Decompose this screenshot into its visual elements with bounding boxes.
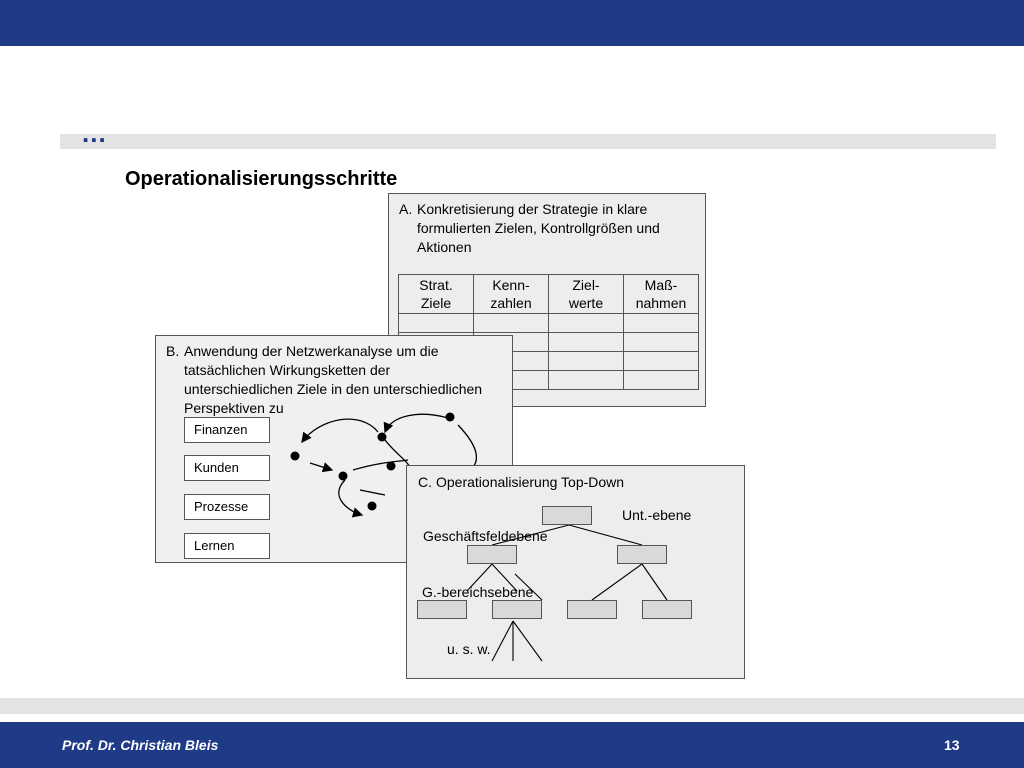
box-a-prefix: A. (399, 201, 413, 217)
box-c-description: Operationalisierung Top-Down (436, 474, 625, 490)
header-kennzahlen: Kenn- zahlen (474, 275, 549, 314)
strategy-table-header (399, 275, 699, 314)
level-box-geschaeftsfeld (467, 545, 517, 564)
footer-author: Prof. Dr. Christian Bleis (62, 737, 219, 753)
box-b-prefix: B. (166, 343, 180, 359)
title-ellipsis: ... (82, 118, 107, 148)
box-b-text (166, 342, 501, 418)
perspective-kunden: Kunden (184, 455, 270, 481)
level-box-geschaeftsfeld (617, 545, 667, 564)
box-a-description: Konkretisierung der Strategie in klare formulierten Zielen, Kontrollgrößen und Aktionen (417, 201, 660, 255)
level-box-bereich (642, 600, 692, 619)
box-c-top-down (406, 465, 745, 679)
header-strat-ziele: Strat. Ziele (399, 275, 474, 314)
header-rule (60, 134, 996, 149)
level-box-bereich (417, 600, 467, 619)
page-number: 13 (944, 737, 960, 753)
perspective-finanzen: Finanzen (184, 417, 270, 443)
table-row (399, 314, 699, 333)
perspective-prozesse: Prozesse (184, 494, 270, 520)
footer-rule (0, 698, 1024, 714)
label-geschaeftsfeldebene: Geschäftsfeldebene (423, 528, 548, 544)
label-bereichsebene: G.-bereichsebene (422, 584, 534, 600)
box-b-description: Anwendung der Netzwerkanalyse um die tatsächlichen Wirkungsketten der unterschiedlichen Ziele in den unterschiedlichen Perspektiven zu (184, 343, 483, 416)
footer-bar (0, 722, 1024, 768)
slide-title: Operationalisierungsschritte (125, 168, 398, 190)
label-usw: u. s. w. (447, 641, 491, 657)
box-a-text (399, 200, 699, 257)
perspective-lernen: Lernen (184, 533, 270, 559)
label-unternehmensebene: Unt.-ebene (622, 507, 692, 523)
level-box-unternehmen (542, 506, 592, 525)
level-box-bereich (567, 600, 617, 619)
box-c-prefix: C. (418, 474, 432, 490)
header-massnahmen: Maß- nahmen (624, 275, 699, 314)
top-banner (0, 0, 1024, 46)
level-box-bereich (492, 600, 542, 619)
header-zielwerte: Ziel- werte (549, 275, 624, 314)
